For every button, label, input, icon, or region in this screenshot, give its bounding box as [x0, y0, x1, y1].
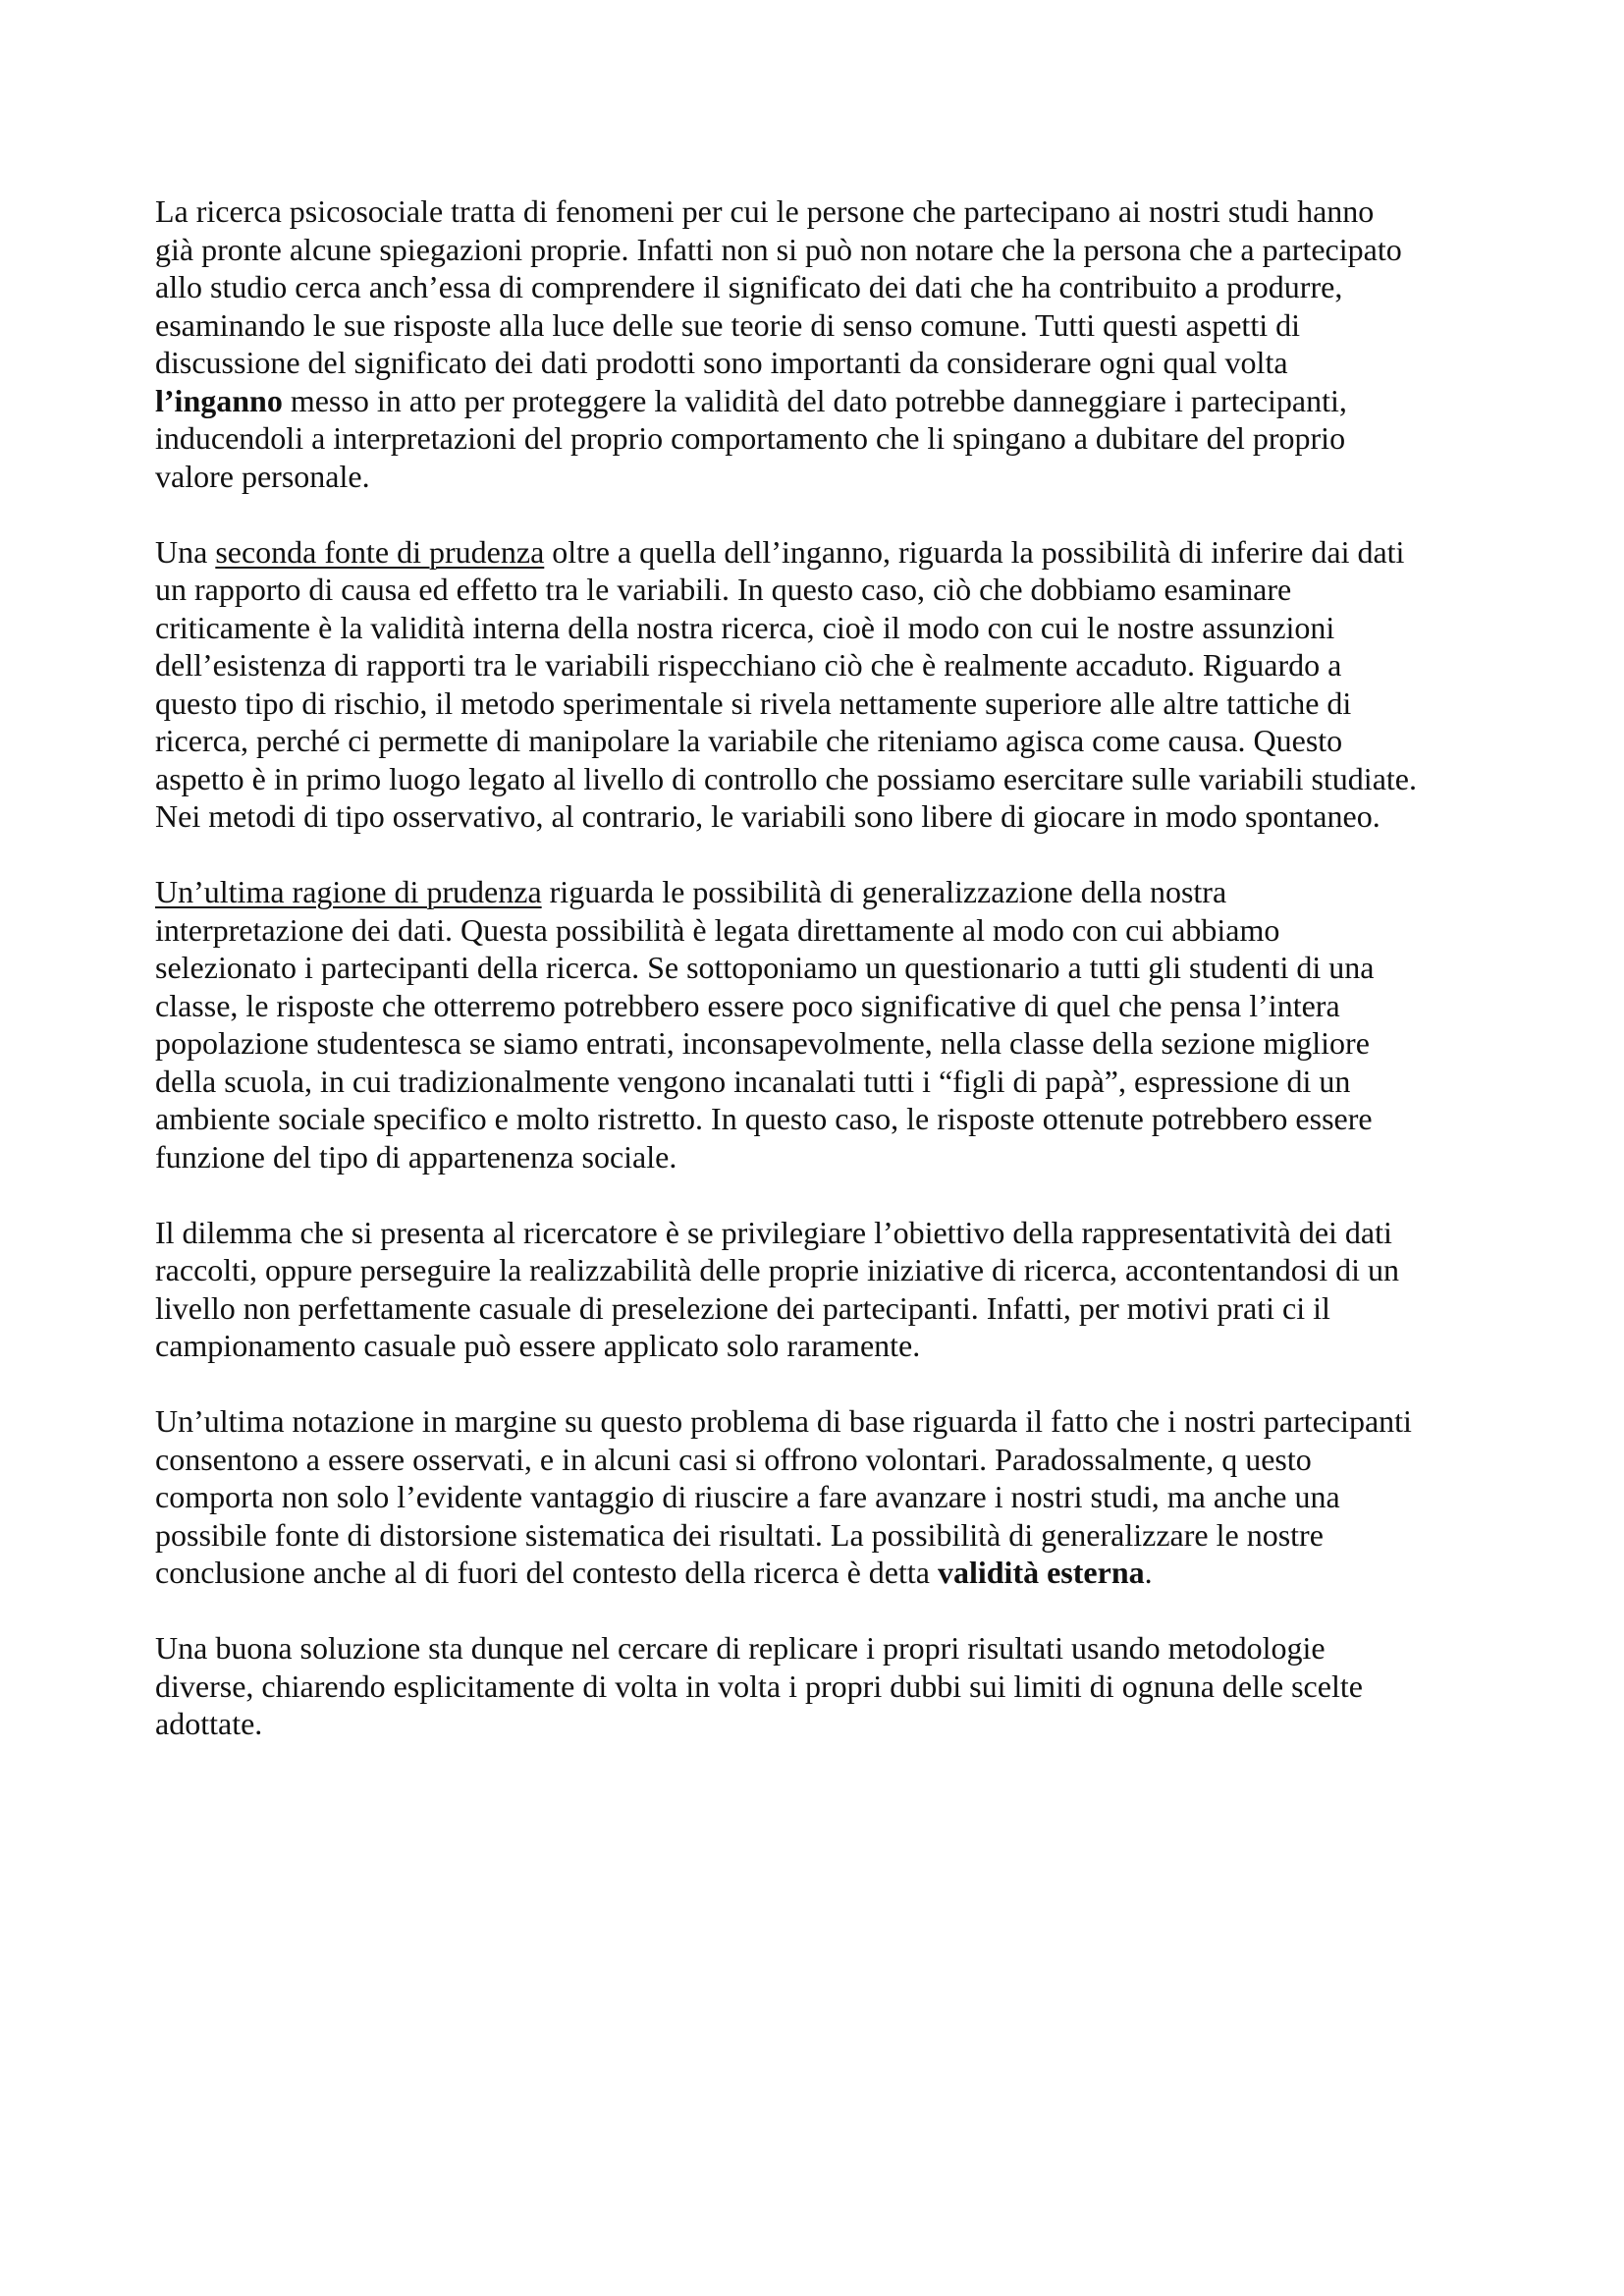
text-run: già pronte alcune spiegazioni proprie. Infatti non si può non notare che la persona che a partecipato: [155, 231, 1402, 267]
text-line: [155, 646, 1481, 684]
text-run: La ricerca psicosociale tratta di fenomeni per cui le persone che partecipano ai nostri studi hanno: [155, 193, 1375, 229]
text-line: [155, 306, 1481, 345]
text-run: valore personale.: [155, 458, 370, 494]
paragraph: [155, 873, 1481, 1175]
text-line: [155, 760, 1481, 798]
text-run: raccolti, oppure perseguire la realizzabilità delle proprie iniziative di ricerca, accontentandosi di un: [155, 1252, 1399, 1287]
text-line: [155, 1327, 1481, 1365]
text-run: possibile fonte di distorsione sistematica dei risultati. La possibilità di generalizzare le nostre: [155, 1516, 1324, 1553]
text-run: Un’ultima notazione in margine su questo problema di base riguarda il fatto che i nostri partecipanti: [155, 1403, 1412, 1439]
text-line: [155, 231, 1481, 269]
text-line: [155, 722, 1481, 760]
text-line: [155, 458, 1481, 496]
paragraph: [155, 533, 1481, 836]
document-body: [155, 192, 1481, 1780]
text-run: esaminando le sue risposte alla luce delle sue teorie di senso comune. Tutti questi aspetti di: [155, 306, 1300, 343]
text-line: [155, 1402, 1481, 1441]
text-line: [155, 1478, 1481, 1516]
text-line: [155, 1100, 1481, 1138]
paragraph: [155, 1402, 1481, 1592]
text-run: popolazione studentesca se siamo entrati, inconsapevolmente, nella classe della sezione migliore: [155, 1025, 1370, 1061]
text-run: selezionato i partecipanti della ricerca. Se sottoponiamo un questionario a tutti gli studenti di una: [155, 950, 1375, 985]
text-run: inducendoli a interpretazioni del proprio comportamento che li spingano a dubitare del proprio: [155, 420, 1346, 456]
bold-term: l’inganno: [155, 382, 283, 418]
text-run: adottate.: [155, 1706, 263, 1741]
paragraph: [155, 192, 1481, 495]
text-run: .: [1144, 1555, 1153, 1590]
text-line: [155, 1251, 1481, 1289]
text-line: [155, 1554, 1481, 1592]
text-line: [155, 873, 1481, 911]
text-line: [155, 533, 1481, 572]
text-line: [155, 949, 1481, 987]
text-line: [155, 1063, 1481, 1101]
text-run: questo tipo di rischio, il metodo sperimentale si rivela nettamente superiore alle altre tattiche di: [155, 684, 1352, 721]
text-line: [155, 1441, 1481, 1479]
text-run: classe, le risposte che otterremo potrebbero essere poco significative di quel che pensa l’intera: [155, 987, 1340, 1023]
text-line: [155, 1667, 1481, 1706]
text-line: [155, 1024, 1481, 1063]
text-line: [155, 571, 1481, 609]
text-run: Nei metodi di tipo osservativo, al contrario, le variabili sono libere di giocare in modo spontaneo.: [155, 798, 1380, 834]
text-run: ricerca, perché ci permette di manipolare la variabile che riteniamo agisca come causa. Questo: [155, 723, 1343, 758]
text-run: livello non perfettamente casuale di preselezione dei partecipanti. Infatti, per motivi prati ci il: [155, 1289, 1330, 1326]
text-run: criticamente è la validità interna della nostra ricerca, cioè il modo con cui le nostre assunzioni: [155, 609, 1335, 645]
text-line: [155, 268, 1481, 306]
text-line: [155, 192, 1481, 231]
text-line: [155, 684, 1481, 723]
text-line: [155, 1289, 1481, 1328]
text-run: oltre a quella dell’inganno, riguarda la possibilità di inferire dai dati: [544, 533, 1405, 570]
text-line: [155, 987, 1481, 1025]
text-run: comporta non solo l’evidente vantaggio di riuscire a fare avanzare i nostri studi, ma anche una: [155, 1479, 1340, 1514]
text-run: un rapporto di causa ed effetto tra le variabili. In questo caso, ciò che dobbiamo esaminare: [155, 572, 1292, 607]
text-run: funzione del tipo di appartenenza sociale.: [155, 1138, 677, 1175]
text-line: [155, 419, 1481, 458]
text-run: dell’esistenza di rapporti tra le variabili rispecchiano ciò che è realmente accaduto. Riguardo a: [155, 647, 1342, 683]
text-run: riguarda le possibilità di generalizzazione della nostra: [541, 874, 1227, 909]
text-line: [155, 797, 1481, 836]
text-run: ambiente sociale specifico e molto ristretto. In questo caso, le risposte ottenute potrebbero essere: [155, 1101, 1373, 1136]
text-line: [155, 1705, 1481, 1743]
text-line: [155, 344, 1481, 382]
paragraph: [155, 1214, 1481, 1365]
text-run: aspetto è in primo luogo legato al livello di controllo che possiamo esercitare sulle variabili studiate.: [155, 760, 1417, 796]
text-run: campionamento casuale può essere applicato solo raramente.: [155, 1328, 921, 1363]
text-line: [155, 382, 1481, 420]
text-run: Una: [155, 533, 216, 570]
text-run: consentono a essere osservati, e in alcuni casi si offrono volontari. Paradossalmente, q uesto: [155, 1441, 1312, 1477]
text-run: Il dilemma che si presenta al ricercatore è se privilegiare l’obiettivo della rappresentatività dei dati: [155, 1214, 1392, 1250]
text-run: diverse, chiarendo esplicitamente di volta in volta i propri dubbi sui limiti di ognuna delle scelte: [155, 1667, 1363, 1704]
text-run: conclusione anche al di fuori del contesto della ricerca è detta: [155, 1555, 938, 1590]
text-run: discussione del significato dei dati prodotti sono importanti da considerare ogni qual volta: [155, 345, 1288, 380]
underlined-phrase: seconda fonte di prudenza: [215, 533, 545, 570]
underlined-phrase: Un’ultima ragione di prudenza: [155, 874, 542, 909]
text-line: [155, 1214, 1481, 1252]
bold-term: validità esterna: [937, 1555, 1145, 1590]
paragraph: [155, 1629, 1481, 1743]
text-run: interpretazione dei dati. Questa possibilità è legata direttamente al modo con cui abbiamo: [155, 911, 1280, 948]
text-line: [155, 609, 1481, 647]
text-run: Una buona soluzione sta dunque nel cercare di replicare i propri risultati usando metodologie: [155, 1630, 1326, 1666]
text-line: [155, 911, 1481, 950]
text-line: [155, 1629, 1481, 1667]
text-run: messo in atto per proteggere la validità del dato potrebbe danneggiare i partecipanti,: [282, 382, 1347, 418]
text-run: allo studio cerca anch’essa di comprendere il significato dei dati che ha contribuito a produrre,: [155, 269, 1343, 304]
text-line: [155, 1516, 1481, 1555]
text-run: della scuola, in cui tradizionalmente vengono incanalati tutti i “figli di papà”, espressione di un: [155, 1063, 1351, 1099]
text-line: [155, 1138, 1481, 1176]
